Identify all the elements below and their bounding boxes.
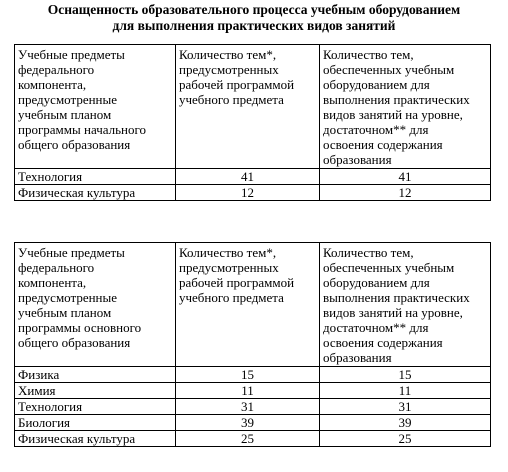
- equipped-cell: 31: [320, 399, 491, 415]
- subject-cell: Физическая культура: [15, 431, 176, 447]
- topics-cell: 15: [176, 367, 320, 383]
- subject-cell: Физическая культура: [15, 185, 176, 201]
- table-row: [15, 169, 491, 185]
- table-header-row: [15, 243, 491, 367]
- equipment-table-primary: [14, 44, 491, 201]
- table-row: [15, 399, 491, 415]
- subject-cell: Физика: [15, 367, 176, 383]
- table-row: [15, 383, 491, 399]
- topics-cell: 25: [176, 431, 320, 447]
- equipment-table-basic: [14, 242, 491, 447]
- equipped-cell: 12: [320, 185, 491, 201]
- document-title-line-1: Оснащенность образовательного процесса учебным оборудованием: [47, 2, 461, 17]
- table-row: [15, 415, 491, 431]
- subject-cell: Технология: [15, 169, 176, 185]
- subject-cell: Химия: [15, 383, 176, 399]
- equipped-cell: 25: [320, 431, 491, 447]
- topics-cell: 11: [176, 383, 320, 399]
- document-title: [0, 2, 508, 34]
- topics-cell: 39: [176, 415, 320, 431]
- topics-cell: 41: [176, 169, 320, 185]
- equipped-cell: 15: [320, 367, 491, 383]
- header-topics-count: Количество тем*, предусмотренных рабочей программой учебного предмета: [176, 243, 320, 367]
- table-header-row: [15, 45, 491, 169]
- header-subjects: Учебные предметы федерального компонента, предусмотренные учебным планом программы начального общего образования: [15, 45, 176, 169]
- equipped-cell: 11: [320, 383, 491, 399]
- table-row: [15, 367, 491, 383]
- topics-cell: 31: [176, 399, 320, 415]
- equipped-cell: 39: [320, 415, 491, 431]
- document-title-line-2: для выполнения практических видов занятий: [112, 18, 396, 33]
- header-topics-count: Количество тем*, предусмотренных рабочей программой учебного предмета: [176, 45, 320, 169]
- subject-cell: Биология: [15, 415, 176, 431]
- subject-cell: Технология: [15, 399, 176, 415]
- header-equipped-topics: Количество тем, обеспеченных учебным оборудованием для выполнения практических видов занятий на уровне, достаточном** для освоения содержания образования: [320, 243, 491, 367]
- table-row: [15, 431, 491, 447]
- header-subjects: Учебные предметы федерального компонента, предусмотренные учебным планом программы основного общего образования: [15, 243, 176, 367]
- table-row: [15, 185, 491, 201]
- equipped-cell: 41: [320, 169, 491, 185]
- header-equipped-topics: Количество тем, обеспеченных учебным оборудованием для выполнения практических видов занятий на уровне, достаточном** для освоения содержания образования: [320, 45, 491, 169]
- topics-cell: 12: [176, 185, 320, 201]
